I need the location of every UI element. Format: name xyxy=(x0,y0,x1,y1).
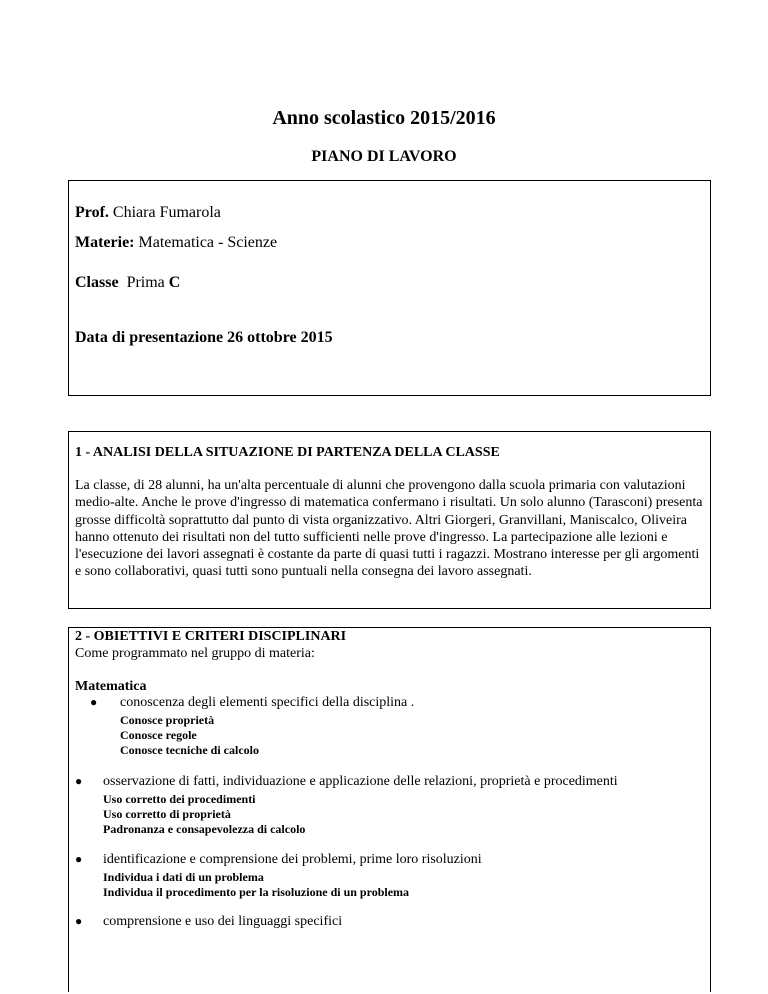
classe-label: Classe xyxy=(75,274,119,291)
objective-subitem: Individua il procedimento per la risoluzione di un problema xyxy=(103,885,410,899)
subject-heading: Matematica xyxy=(75,679,147,694)
classe-line xyxy=(75,274,180,292)
presentation-date: Data di presentazione 26 ottobre 2015 xyxy=(75,329,333,346)
objective-subitem: Conosce tecniche di calcolo xyxy=(120,743,259,757)
page-subtitle: PIANO DI LAVORO xyxy=(311,148,457,165)
objective-item: comprensione e uso dei linguaggi specifici xyxy=(103,914,343,929)
objective-subitem: Padronanza e consapevolezza di calcolo xyxy=(103,822,306,836)
materie-value: Matematica - Scienze xyxy=(138,234,278,251)
analysis-title: 1 - ANALISI DELLA SITUAZIONE DI PARTENZA DELLA CLASSE xyxy=(75,445,500,460)
objective-subitem: Uso corretto di proprietà xyxy=(103,807,231,821)
materie-label: Materie: xyxy=(75,234,135,251)
objective-item: osservazione di fatti, individuazione e applicazione delle relazioni, proprietà e procedimenti xyxy=(103,774,618,789)
objective-item: conoscenza degli elementi specifici della disciplina . xyxy=(120,695,415,710)
analysis-section xyxy=(68,431,711,609)
bullet-icon: ● xyxy=(75,914,83,928)
objectives-title: 2 - OBIETTIVI E CRITERI DISCIPLINARI xyxy=(75,629,347,644)
analysis-body: La classe, di 28 alunni, ha un'alta percentuale di alunni che provengono dalla scuola primaria con valutazioni medio-alte. Anche le prove d'ingresso di matematica confermano i risultati. Un solo alunno (Tarasconi) presenta grosse difficoltà soprattutto dal punto di vista organizzativo. Altri Giorgeri, Granvillani, Maniscalco, Oliveira hanno ottenuto dei risultati non del tutto sufficienti nelle prove d'ingresso. La partecipazione alle lezioni e l'esecuzione dei lavori assegnati è costante da parte di quasi tutti i ragazzi. Mostrano interesse per gli argomenti e sono collaborativi, quasi tutti sono puntuali nella consegna dei lavoro assegnati. xyxy=(75,478,703,580)
prof-label: Prof. xyxy=(75,204,109,221)
objectives-intro: Come programmato nel gruppo di materia: xyxy=(75,646,315,661)
bullet-icon: ● xyxy=(90,695,98,709)
objectives-section xyxy=(68,627,711,992)
page-title: Anno scolastico 2015/2016 xyxy=(272,107,496,129)
objective-subitem: Individua i dati di un problema xyxy=(103,870,264,884)
teacher-info-box xyxy=(68,180,711,396)
prof-line xyxy=(75,204,221,222)
bullet-icon: ● xyxy=(75,774,83,788)
objective-subitem: Conosce regole xyxy=(120,728,197,742)
materie-line xyxy=(75,234,277,252)
bullet-icon: ● xyxy=(75,852,83,866)
objective-subitem: Conosce proprietà xyxy=(120,713,215,727)
objective-subitem: Uso corretto dei procedimenti xyxy=(103,792,256,806)
classe-value: Prima xyxy=(126,274,165,291)
classe-letter: C xyxy=(168,274,181,291)
prof-name: Chiara Fumarola xyxy=(112,204,221,221)
objective-item: identificazione e comprensione dei problemi, prime loro risoluzioni xyxy=(103,852,482,867)
